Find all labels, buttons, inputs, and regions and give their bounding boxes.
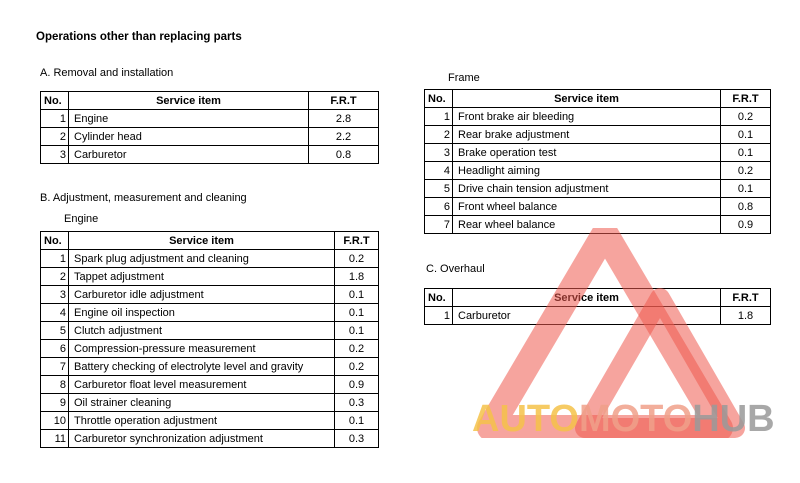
row-number: 11 bbox=[41, 430, 69, 448]
automotohub-watermark-text bbox=[472, 398, 775, 441]
row-frt-value: 0.2 bbox=[335, 250, 379, 268]
row-number: 1 bbox=[425, 307, 453, 325]
row-service-item: Throttle operation adjustment bbox=[69, 412, 335, 430]
table-row bbox=[425, 126, 771, 144]
row-service-item: Cylinder head bbox=[69, 128, 309, 146]
row-frt-value: 0.8 bbox=[721, 198, 771, 216]
row-service-item: Rear wheel balance bbox=[453, 216, 721, 234]
header-frt: F.R.T bbox=[335, 232, 379, 250]
watermark-part1: AUTO bbox=[472, 398, 579, 440]
table-row bbox=[41, 340, 379, 358]
row-service-item: Spark plug adjustment and cleaning bbox=[69, 250, 335, 268]
row-frt-value: 0.9 bbox=[335, 376, 379, 394]
table-row bbox=[41, 412, 379, 430]
frame-table bbox=[424, 89, 771, 234]
table-row bbox=[425, 180, 771, 198]
row-frt-value: 0.1 bbox=[335, 304, 379, 322]
row-number: 5 bbox=[41, 322, 69, 340]
row-service-item: Front wheel balance bbox=[453, 198, 721, 216]
table-row bbox=[425, 307, 771, 325]
removal-installation-table bbox=[40, 91, 379, 164]
row-frt-value: 1.8 bbox=[721, 307, 771, 325]
header-frt: F.R.T bbox=[721, 90, 771, 108]
row-service-item: Engine bbox=[69, 110, 309, 128]
row-frt-value: 0.1 bbox=[335, 286, 379, 304]
table-row bbox=[41, 250, 379, 268]
row-frt-value: 0.1 bbox=[721, 180, 771, 198]
row-number: 1 bbox=[425, 108, 453, 126]
row-number: 2 bbox=[425, 126, 453, 144]
table-row bbox=[41, 304, 379, 322]
header-service-item: Service item bbox=[453, 289, 721, 307]
row-number: 1 bbox=[41, 110, 69, 128]
row-number: 6 bbox=[425, 198, 453, 216]
row-frt-value: 0.1 bbox=[335, 412, 379, 430]
page-title: Operations other than replacing parts bbox=[36, 31, 242, 43]
row-frt-value: 0.1 bbox=[335, 322, 379, 340]
row-service-item: Carburetor idle adjustment bbox=[69, 286, 335, 304]
table-row bbox=[425, 162, 771, 180]
row-number: 3 bbox=[425, 144, 453, 162]
row-frt-value: 0.3 bbox=[335, 430, 379, 448]
row-service-item: Battery checking of electrolyte level and gravity bbox=[69, 358, 335, 376]
row-number: 2 bbox=[41, 128, 69, 146]
row-frt-value: 0.2 bbox=[721, 108, 771, 126]
row-service-item: Headlight aiming bbox=[453, 162, 721, 180]
row-number: 4 bbox=[425, 162, 453, 180]
table-row bbox=[41, 146, 379, 164]
watermark-part3: HUB bbox=[692, 398, 775, 440]
row-frt-value: 1.8 bbox=[335, 268, 379, 286]
row-number: 8 bbox=[41, 376, 69, 394]
table-header-row bbox=[425, 289, 771, 307]
table-row bbox=[425, 216, 771, 234]
row-number: 7 bbox=[425, 216, 453, 234]
table-row bbox=[41, 376, 379, 394]
row-frt-value: 0.9 bbox=[721, 216, 771, 234]
row-service-item: Rear brake adjustment bbox=[453, 126, 721, 144]
row-number: 10 bbox=[41, 412, 69, 430]
row-number: 6 bbox=[41, 340, 69, 358]
header-no: No. bbox=[425, 90, 453, 108]
table-row bbox=[425, 198, 771, 216]
header-service-item: Service item bbox=[453, 90, 721, 108]
row-frt-value: 0.3 bbox=[335, 394, 379, 412]
row-service-item: Carburetor float level measurement bbox=[69, 376, 335, 394]
section-c-title: C. Overhaul bbox=[426, 263, 485, 275]
row-service-item: Clutch adjustment bbox=[69, 322, 335, 340]
row-number: 1 bbox=[41, 250, 69, 268]
row-frt-value: 0.8 bbox=[309, 146, 379, 164]
header-no: No. bbox=[41, 232, 69, 250]
table-row bbox=[41, 394, 379, 412]
table-row bbox=[41, 286, 379, 304]
table-header-row bbox=[41, 232, 379, 250]
table-row bbox=[425, 108, 771, 126]
row-number: 9 bbox=[41, 394, 69, 412]
row-number: 7 bbox=[41, 358, 69, 376]
row-number: 3 bbox=[41, 146, 69, 164]
row-frt-value: 0.2 bbox=[335, 358, 379, 376]
adjustment-engine-table bbox=[40, 231, 379, 448]
row-service-item: Drive chain tension adjustment bbox=[453, 180, 721, 198]
overhaul-table bbox=[424, 288, 771, 325]
row-service-item: Compression-pressure measurement bbox=[69, 340, 335, 358]
header-frt: F.R.T bbox=[309, 92, 379, 110]
header-no: No. bbox=[425, 289, 453, 307]
header-no: No. bbox=[41, 92, 69, 110]
row-service-item: Oil strainer cleaning bbox=[69, 394, 335, 412]
row-service-item: Tappet adjustment bbox=[69, 268, 335, 286]
table-row bbox=[425, 144, 771, 162]
row-service-item: Carburetor bbox=[453, 307, 721, 325]
table-row bbox=[41, 430, 379, 448]
row-frt-value: 0.2 bbox=[721, 162, 771, 180]
header-frt: F.R.T bbox=[721, 289, 771, 307]
header-service-item: Service item bbox=[69, 92, 309, 110]
row-frt-value: 0.1 bbox=[721, 126, 771, 144]
row-frt-value: 2.8 bbox=[309, 110, 379, 128]
table-row bbox=[41, 322, 379, 340]
frame-title: Frame bbox=[448, 72, 480, 84]
section-a-title: A. Removal and installation bbox=[40, 67, 174, 79]
header-service-item: Service item bbox=[69, 232, 335, 250]
section-b-title: B. Adjustment, measurement and cleaning bbox=[40, 192, 247, 204]
row-number: 5 bbox=[425, 180, 453, 198]
row-service-item: Carburetor synchronization adjustment bbox=[69, 430, 335, 448]
row-number: 2 bbox=[41, 268, 69, 286]
row-number: 4 bbox=[41, 304, 69, 322]
row-service-item: Brake operation test bbox=[453, 144, 721, 162]
table-row bbox=[41, 110, 379, 128]
section-b-subtitle: Engine bbox=[64, 213, 99, 225]
table-row bbox=[41, 128, 379, 146]
row-service-item: Front brake air bleeding bbox=[453, 108, 721, 126]
table-row bbox=[41, 268, 379, 286]
table-header-row bbox=[425, 90, 771, 108]
row-service-item: Carburetor bbox=[69, 146, 309, 164]
table-header-row bbox=[41, 92, 379, 110]
row-frt-value: 2.2 bbox=[309, 128, 379, 146]
row-number: 3 bbox=[41, 286, 69, 304]
watermark-part2: MOTO bbox=[578, 398, 693, 440]
row-frt-value: 0.2 bbox=[335, 340, 379, 358]
table-row bbox=[41, 358, 379, 376]
row-frt-value: 0.1 bbox=[721, 144, 771, 162]
row-service-item: Engine oil inspection bbox=[69, 304, 335, 322]
